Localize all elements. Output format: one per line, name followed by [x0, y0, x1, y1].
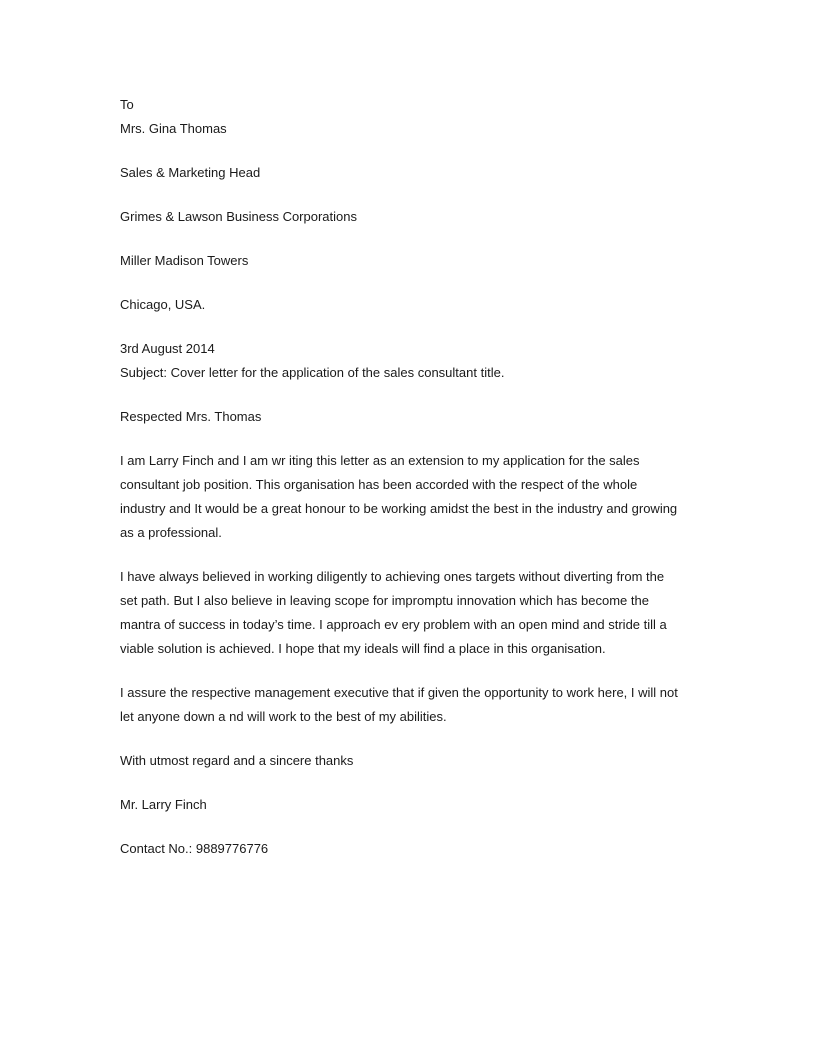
recipient-building: Miller Madison Towers — [120, 253, 249, 268]
recipient-company: Grimes & Lawson Business Corporations — [120, 209, 357, 224]
letter-subject: Subject: Cover letter for the application of the sales consultant title. — [120, 365, 505, 380]
closing-line: With utmost regard and a sincere thanks — [120, 753, 354, 768]
contact-number: Contact No.: 9889776776 — [120, 841, 269, 856]
paragraph-line: industry and It would be a great honour to be working amidst the best in the industry and growing — [120, 501, 678, 516]
paragraph-line: I am Larry Finch and I am wr iting this letter as an extension to my application for the sales — [120, 453, 640, 468]
paragraph-line: viable solution is achieved. I hope that my ideals will find a place in this organisation. — [120, 641, 606, 656]
recipient-title: Sales & Marketing Head — [120, 165, 261, 180]
paragraph-line: mantra of success in today’s time. I approach ev ery problem with an open mind and stride till a — [120, 617, 667, 632]
signature-name: Mr. Larry Finch — [120, 797, 207, 812]
letter-page — [120, 93, 700, 861]
body-paragraph-2 — [120, 565, 700, 661]
recipient-name: Mrs. Gina Thomas — [120, 121, 227, 136]
greeting: Respected Mrs. Thomas — [120, 409, 262, 424]
paragraph-line: set path. But I also believe in leaving scope for impromptu innovation which has become the — [120, 593, 649, 608]
paragraph-line: I assure the respective management executive that if given the opportunity to work here, I will not — [120, 685, 678, 700]
body-paragraph-1 — [120, 449, 700, 545]
to-line: To — [120, 97, 134, 112]
letter-date: 3rd August 2014 — [120, 341, 215, 356]
paragraph-line: as a professional. — [120, 525, 222, 540]
paragraph-line: I have always believed in working diligently to achieving ones targets without diverting from the — [120, 569, 665, 584]
recipient-city: Chicago, USA. — [120, 297, 206, 312]
paragraph-line: consultant job position. This organisation has been accorded with the respect of the whole — [120, 477, 638, 492]
paragraph-line: let anyone down a nd will work to the best of my abilities. — [120, 709, 447, 724]
body-paragraph-3 — [120, 681, 700, 729]
